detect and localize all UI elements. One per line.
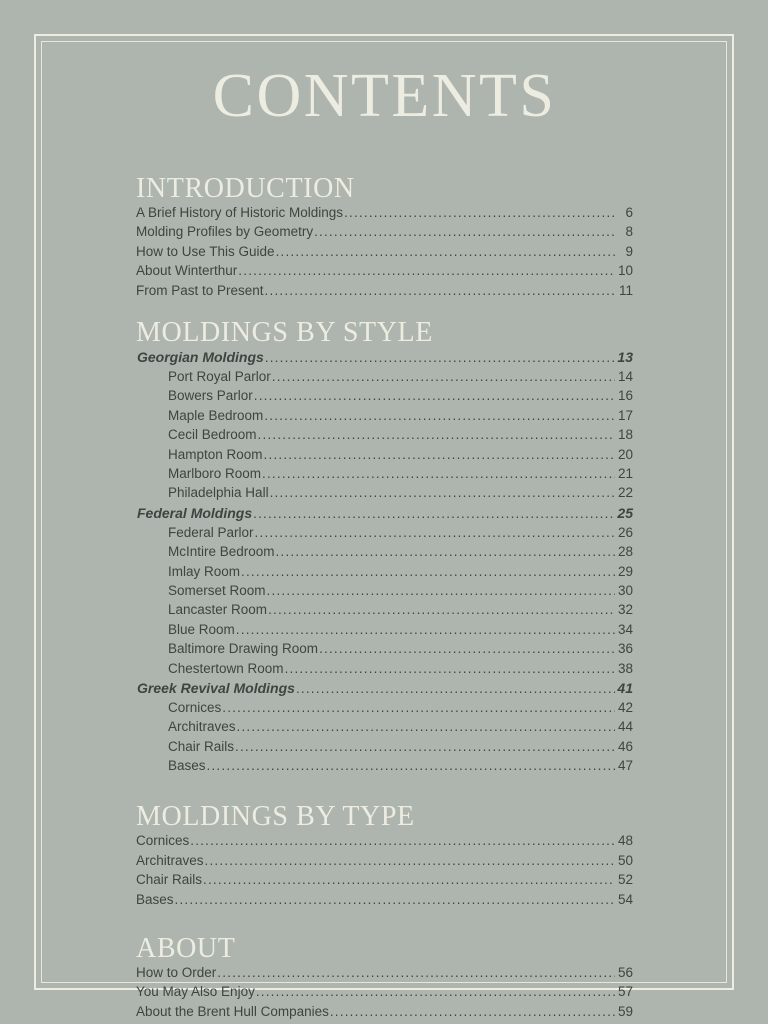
toc-entry[interactable] [136, 464, 633, 483]
toc-entry[interactable] [136, 222, 633, 241]
toc-entry-page-number: 14 [617, 369, 633, 385]
toc-entry[interactable] [136, 620, 633, 639]
toc-list [136, 831, 633, 909]
toc-entry[interactable] [136, 1002, 633, 1021]
toc-entry[interactable] [136, 562, 633, 581]
section-heading: INTRODUCTION [136, 173, 355, 205]
toc-entry-label: McIntire Bedroom [168, 544, 275, 560]
toc-entry-page-number: 42 [617, 699, 633, 715]
dot-leader [330, 1002, 615, 1021]
toc-entry-page-number: 44 [617, 719, 633, 735]
toc-entry[interactable] [136, 737, 633, 756]
dot-leader [254, 386, 615, 405]
toc-entry-page-number: 29 [617, 563, 633, 579]
toc-entry[interactable] [136, 698, 633, 717]
dot-leader [272, 367, 615, 386]
toc-entry-page-number: 17 [617, 407, 633, 423]
dot-leader [267, 581, 615, 600]
dot-leader [270, 483, 615, 502]
toc-entry-page-number: 22 [617, 485, 633, 501]
toc-entry[interactable] [136, 523, 633, 542]
section-heading: MOLDINGS BY TYPE [136, 801, 415, 833]
toc-entry-label: How to Order [136, 965, 217, 981]
dot-leader [285, 659, 615, 678]
toc-entry-label: Georgian Moldings [137, 349, 264, 366]
toc-entry-label: Cornices [168, 699, 222, 715]
toc-entry-label: Greek Revival Moldings [137, 679, 295, 696]
toc-entry-label: Blue Room [168, 621, 235, 637]
toc-list [136, 203, 633, 300]
dot-leader [207, 756, 615, 775]
toc-entry[interactable] [136, 963, 633, 982]
dot-leader [276, 242, 615, 261]
toc-entry[interactable] [136, 890, 633, 909]
toc-entry[interactable] [136, 242, 633, 261]
toc-entry-page-number: 11 [618, 282, 633, 298]
toc-entry-label: Cecil Bedroom [168, 427, 257, 443]
toc-entry-page-number: 13 [617, 349, 633, 366]
toc-entry-page-number: 28 [617, 544, 633, 560]
toc-entry[interactable] [136, 639, 633, 658]
toc-entry-page-number: 6 [625, 205, 633, 221]
toc-entry-label: Bowers Parlor [168, 388, 253, 404]
toc-entry[interactable] [136, 600, 633, 619]
toc-entry-label: How to Use This Guide [136, 243, 275, 259]
toc-entry-label: Architraves [136, 852, 204, 868]
dot-leader [241, 562, 615, 581]
dot-leader [319, 639, 615, 658]
dot-leader [217, 963, 615, 982]
toc-entry-page-number: 41 [617, 679, 633, 696]
toc-entry-label: Philadelphia Hall [168, 485, 269, 501]
toc-entry-label: A Brief History of Historic Moldings [136, 205, 344, 221]
toc-entry[interactable] [136, 347, 633, 367]
dot-leader [238, 261, 615, 280]
toc-entry[interactable] [136, 281, 633, 300]
toc-entry-page-number: 52 [617, 872, 633, 888]
dot-leader [344, 203, 615, 222]
toc-entry-label: Chair Rails [136, 872, 203, 888]
toc-entry[interactable] [136, 756, 633, 775]
toc-entry-label: From Past to Present [136, 282, 264, 298]
toc-entry-page-number: 47 [617, 758, 633, 774]
toc-entry-label: Molding Profiles by Geometry [136, 224, 314, 240]
toc-entry[interactable] [136, 203, 633, 222]
toc-entry-page-number: 34 [617, 621, 633, 637]
toc-entry-label: Hampton Room [168, 446, 263, 462]
toc-entry-page-number: 16 [617, 388, 633, 404]
toc-entry-page-number: 46 [617, 738, 633, 754]
toc-entry-label: Imlay Room [168, 563, 241, 579]
page-title: CONTENTS [212, 62, 557, 130]
toc-entry-label: About the Brent Hull Companies [136, 1003, 329, 1019]
toc-entry[interactable] [136, 659, 633, 678]
toc-entry-page-number: 36 [617, 641, 633, 657]
toc-entry-page-number: 10 [617, 263, 633, 279]
toc-entry-page-number: 30 [617, 582, 633, 598]
dot-leader [264, 445, 615, 464]
dot-leader [268, 600, 615, 619]
dot-leader [175, 890, 615, 909]
toc-entry-page-number: 8 [625, 224, 633, 240]
toc-entry-page-number: 54 [617, 891, 633, 907]
toc-entry[interactable] [136, 581, 633, 600]
toc-entry-page-number: 38 [617, 660, 633, 676]
toc-entry-page-number: 26 [617, 524, 633, 540]
toc-entry-page-number: 50 [617, 852, 633, 868]
toc-entry-label: Chair Rails [168, 738, 235, 754]
toc-entry-label: Architraves [168, 719, 236, 735]
toc-entry-label: Federal Moldings [137, 504, 253, 521]
dot-leader [222, 698, 615, 717]
toc-entry-label: Bases [168, 758, 206, 774]
toc-entry[interactable] [136, 851, 633, 870]
dot-leader [203, 870, 615, 889]
toc-entry-page-number: 57 [617, 984, 633, 1000]
dot-leader [255, 523, 615, 542]
dot-leader [265, 348, 615, 368]
toc-entry-page-number: 25 [617, 504, 633, 521]
toc-entry[interactable] [136, 503, 633, 523]
dot-leader [264, 406, 615, 425]
toc-entry-label: Chestertown Room [168, 660, 284, 676]
toc-entry-label: Lancaster Room [168, 602, 268, 618]
toc-entry-page-number: 9 [625, 243, 633, 259]
toc-entry-page-number: 32 [617, 602, 633, 618]
toc-entry-label: Bases [136, 891, 174, 907]
toc-entry-page-number: 21 [617, 466, 633, 481]
dot-leader [253, 504, 615, 524]
toc-entry[interactable] [136, 425, 633, 444]
toc-entry[interactable] [136, 261, 633, 280]
dot-leader [296, 679, 615, 699]
toc-entry-page-number: 56 [617, 965, 633, 981]
toc-entry[interactable] [136, 678, 633, 698]
dot-leader [276, 542, 615, 561]
toc-entry[interactable] [136, 870, 633, 889]
toc-entry[interactable] [136, 483, 633, 502]
toc-entry[interactable] [136, 717, 633, 736]
toc-entry[interactable] [136, 982, 633, 1001]
section-heading: ABOUT [136, 933, 236, 965]
dot-leader [314, 222, 615, 241]
toc-entry-label: Marlboro Room [168, 466, 262, 481]
toc-entry-page-number: 59 [617, 1003, 633, 1019]
toc-entry-label: You May Also Enjoy [136, 984, 255, 1000]
toc-content [136, 0, 633, 1021]
toc-entry[interactable] [136, 367, 633, 386]
toc-entry-label: Baltimore Drawing Room [168, 641, 319, 657]
toc-entry-page-number: 18 [617, 427, 633, 443]
toc-entry-label: Cornices [136, 833, 190, 849]
dot-leader [256, 982, 615, 1001]
toc-sections [136, 175, 633, 1021]
section-heading: MOLDINGS BY STYLE [136, 317, 433, 349]
dot-leader [236, 620, 615, 639]
toc-entry-label: Somerset Room [168, 582, 266, 598]
toc-entry-label: Federal Parlor [168, 524, 254, 540]
dot-leader [235, 737, 615, 756]
toc-entry[interactable] [136, 386, 633, 405]
dot-leader [237, 717, 615, 736]
toc-list [136, 347, 633, 775]
toc-entry-label: Maple Bedroom [168, 407, 264, 423]
dot-leader [262, 464, 615, 483]
toc-entry[interactable] [136, 542, 633, 561]
toc-entry-page-number: 20 [617, 446, 633, 462]
dot-leader [258, 425, 615, 444]
dot-leader [265, 281, 615, 300]
toc-entry-page-number: 48 [617, 833, 633, 849]
toc-entry-label: About Winterthur [136, 263, 238, 279]
toc-entry[interactable] [136, 445, 633, 464]
toc-entry[interactable] [136, 831, 633, 850]
toc-entry-label: Port Royal Parlor [168, 369, 271, 385]
dot-leader [190, 831, 615, 850]
toc-entry[interactable] [136, 406, 633, 425]
dot-leader [205, 851, 615, 870]
toc-list [136, 963, 633, 1021]
